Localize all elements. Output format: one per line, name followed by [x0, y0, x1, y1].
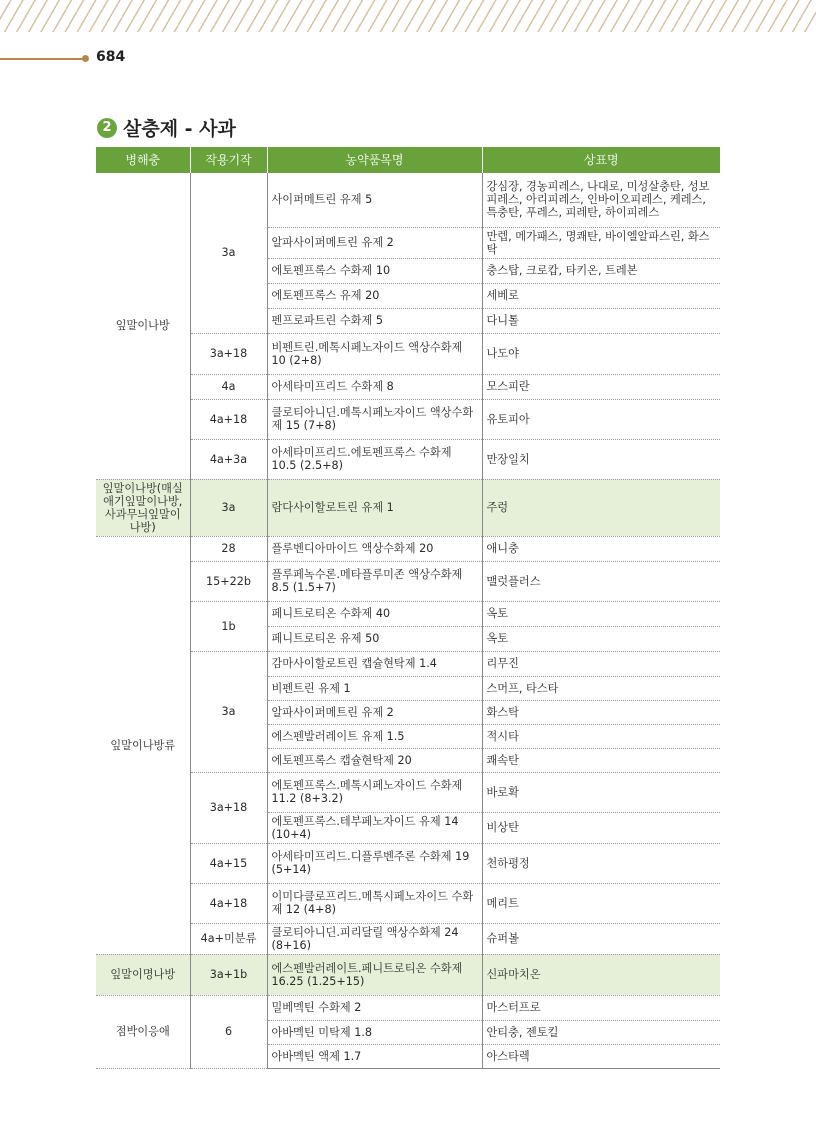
table-row: [96, 333, 720, 374]
brand-cell: 비상탄: [482, 812, 720, 843]
product-cell: 에토펜프록스 캡슐현탁제 20: [267, 748, 482, 772]
brand-cell: 바로확: [482, 772, 720, 812]
brand-cell: 안티충, 젠토킬: [482, 1020, 720, 1044]
brand-cell: 아스타렉: [482, 1044, 720, 1068]
product-cell: 펜프로파트린 수화제 5: [267, 308, 482, 333]
product-cell: 페니트로티온 수화제 40: [267, 601, 482, 626]
table-row: [96, 883, 720, 923]
table-row: [96, 772, 720, 812]
table-row: [96, 601, 720, 626]
brand-cell: 옥토: [482, 601, 720, 626]
mode-cell: 6: [190, 995, 267, 1068]
table-row: [96, 561, 720, 601]
brand-cell: 쾌속탄: [482, 748, 720, 772]
pest-cell: 점박이응애: [96, 995, 190, 1068]
table-row: [96, 479, 720, 536]
product-cell: 밀베멕틴 수화제 2: [267, 995, 482, 1020]
product-cell: 에토펜프록스.메톡시페노자이드 수화제 11.2 (8+3.2): [267, 772, 482, 812]
brand-cell: 맬럿플러스: [482, 561, 720, 601]
brand-cell: 모스피란: [482, 374, 720, 399]
brand-cell: 나도야: [482, 333, 720, 374]
page-number: 684: [96, 49, 126, 65]
section-heading: [97, 114, 236, 141]
product-cell: 아세타미프리드.에토펜프록스 수화제 10.5 (2.5+8): [267, 439, 482, 479]
brand-cell: 만렙, 메가패스, 명쾌탄, 바이엘알파스린, 화스탁: [482, 227, 720, 258]
mode-cell: 3a: [190, 651, 267, 772]
mode-cell: 3a+18: [190, 772, 267, 843]
mode-cell: 4a+미분류: [190, 923, 267, 954]
brand-cell: 애니충: [482, 536, 720, 561]
table-row: [96, 651, 720, 676]
table-row: [96, 954, 720, 995]
product-cell: 클로티아니딘.피리달릴 액상수화제 24 (8+16): [267, 923, 482, 954]
brand-cell: 만장일치: [482, 439, 720, 479]
mode-cell: 1b: [190, 601, 267, 651]
brand-cell: 화스탁: [482, 700, 720, 724]
table-row: [96, 374, 720, 399]
pest-cell: 잎말이나방(매실애기잎말이나방, 사과무늬잎말이나방): [96, 479, 190, 536]
brand-cell: 유토피아: [482, 399, 720, 439]
mode-cell: 3a+18: [190, 333, 267, 374]
mode-cell: 28: [190, 536, 267, 561]
brand-cell: 다니톨: [482, 308, 720, 333]
brand-cell: 옥토: [482, 626, 720, 651]
table-row: [96, 399, 720, 439]
table-row: [96, 536, 720, 561]
product-cell: 람다사이할로트린 유제 1: [267, 479, 482, 536]
table-row: [96, 439, 720, 479]
product-cell: 아세타미프리드.디플루벤주론 수화제 19 (5+14): [267, 843, 482, 883]
brand-cell: 슈퍼볼: [482, 923, 720, 954]
mode-cell: 4a: [190, 374, 267, 399]
pest-cell: 잎말이나방: [96, 173, 190, 479]
product-cell: 이미다클로프리드.메톡시페노자이드 수화제 12 (4+8): [267, 883, 482, 923]
header-mode: 작용기작: [190, 147, 267, 173]
mode-cell: 4a+18: [190, 399, 267, 439]
mode-cell: 4a+18: [190, 883, 267, 923]
product-cell: 감마사이할로트린 캡슐현탁제 1.4: [267, 651, 482, 676]
pest-cell: 잎말이나방류: [96, 536, 190, 954]
brand-cell: 리무진: [482, 651, 720, 676]
mode-cell: 4a+15: [190, 843, 267, 883]
brand-cell: 신파마치온: [482, 954, 720, 995]
table-row: [96, 843, 720, 883]
pest-cell: 잎말이명나방: [96, 954, 190, 995]
product-cell: 사이퍼메트린 유제 5: [267, 173, 482, 227]
brand-cell: 강심장, 경농피레스, 나대로, 미성살충탄, 성보피레스, 아리피레스, 인바이오피레스, 케레스, 특충탄, 푸레스, 피레탄, 하이피레스: [482, 173, 720, 227]
brand-cell: 스머프, 타스타: [482, 676, 720, 700]
header-product: 농약품목명: [267, 147, 482, 173]
product-cell: 에토펜프록스.테부페노자이드 유제 14 (10+4): [267, 812, 482, 843]
product-cell: 플루페녹수론.메타플루미존 액상수화제 8.5 (1.5+7): [267, 561, 482, 601]
mode-cell: 3a: [190, 173, 267, 333]
brand-cell: 세베로: [482, 283, 720, 308]
product-cell: 알파사이퍼메트린 유제 2: [267, 227, 482, 258]
product-cell: 플루벤디아마이드 액상수화제 20: [267, 536, 482, 561]
section-number-badge: 2: [97, 118, 117, 138]
header-pest: 병해충: [96, 147, 190, 173]
product-cell: 클로티아니딘.메톡시페노자이드 액상수화제 15 (7+8): [267, 399, 482, 439]
brand-cell: 천하평정: [482, 843, 720, 883]
brand-cell: 적시타: [482, 724, 720, 748]
brand-cell: 마스터프로: [482, 995, 720, 1020]
product-cell: 에토펜프록스 유제 20: [267, 283, 482, 308]
header-hatch-decoration: [0, 0, 816, 32]
brand-cell: 주렁: [482, 479, 720, 536]
table-row: [96, 923, 720, 954]
mode-cell: 4a+3a: [190, 439, 267, 479]
product-cell: 에토펜프록스 수화제 10: [267, 258, 482, 283]
product-cell: 에스펜발러레이트.페니트로티온 수화제 16.25 (1.25+15): [267, 954, 482, 995]
product-cell: 알파사이퍼메트린 유제 2: [267, 700, 482, 724]
table-row: [96, 995, 720, 1020]
mode-cell: 15+22b: [190, 561, 267, 601]
mode-cell: 3a+1b: [190, 954, 267, 995]
product-cell: 아바멕틴 액제 1.7: [267, 1044, 482, 1068]
page-number-rule: [0, 58, 84, 60]
section-title: 살충제 - 사과: [123, 118, 236, 140]
product-cell: 아바멕틴 미탁제 1.8: [267, 1020, 482, 1044]
brand-cell: 충스탑, 크로캅, 타키온, 트레본: [482, 258, 720, 283]
product-cell: 비펜트린.메톡시페노자이드 액상수화제 10 (2+8): [267, 333, 482, 374]
mode-cell: 3a: [190, 479, 267, 536]
header-brand: 상표명: [482, 147, 720, 173]
table-row: [96, 173, 720, 227]
brand-cell: 메리트: [482, 883, 720, 923]
table-header-row: [96, 147, 720, 173]
page-number-dot: [82, 55, 89, 62]
pesticide-table: [96, 147, 720, 1069]
product-cell: 아세타미프리드 수화제 8: [267, 374, 482, 399]
product-cell: 에스펜발러레이트 유제 1.5: [267, 724, 482, 748]
product-cell: 페니트로티온 유제 50: [267, 626, 482, 651]
product-cell: 비펜트린 유제 1: [267, 676, 482, 700]
